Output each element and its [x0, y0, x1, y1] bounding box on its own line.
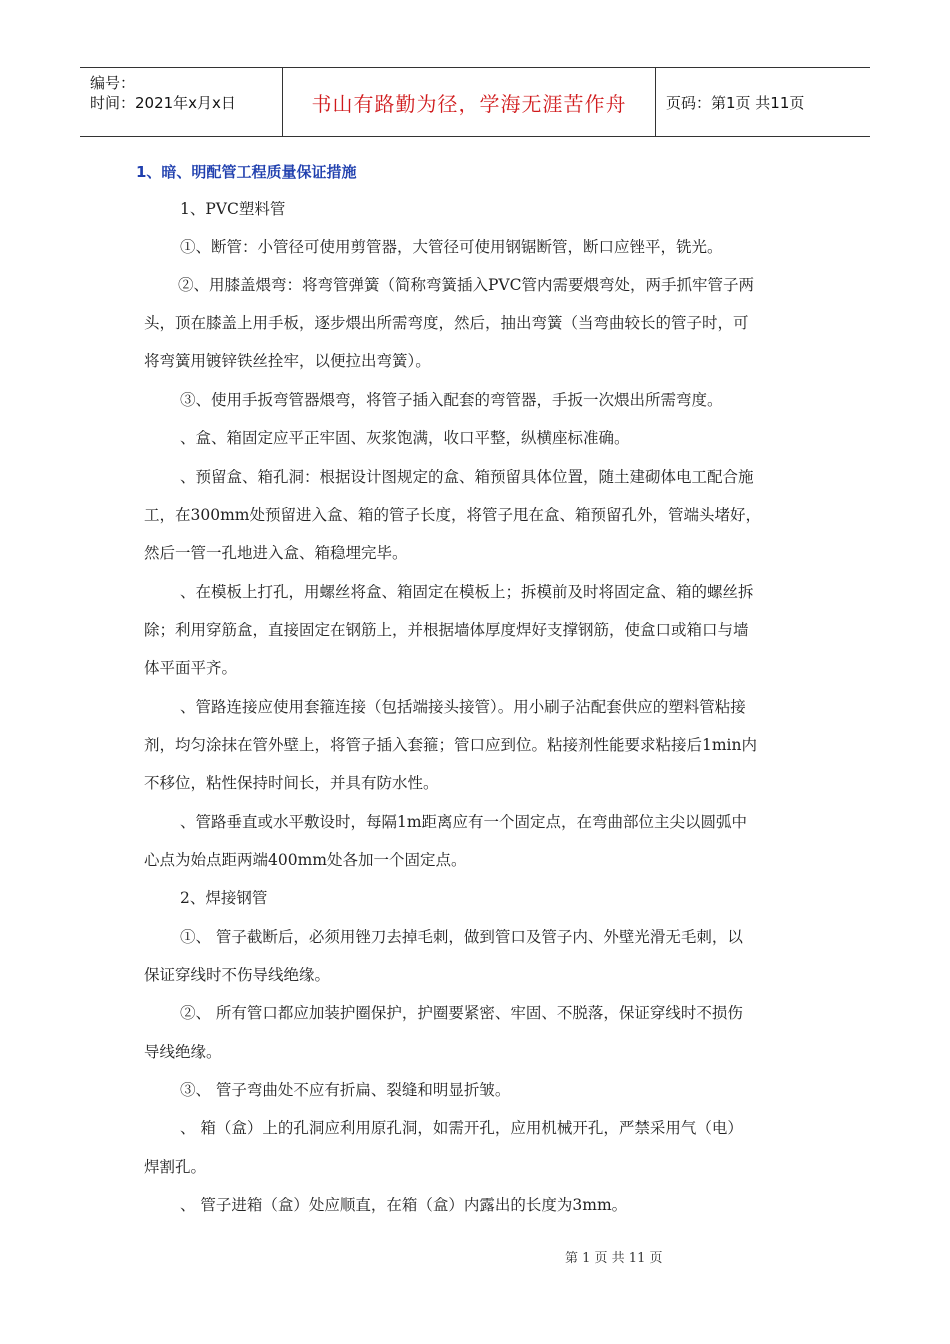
serial-label: 编号：: [90, 74, 136, 92]
paragraph-line: 、管路垂直或水平敷设时，每隔1m距离应有一个固定点，在弯曲部位主尖以圆弧中: [180, 813, 748, 831]
paragraph-line: 、预留盒、箱孔洞：根据设计图规定的盒、箱预留具体位置，随土建砌体电工配合施: [180, 468, 754, 486]
paragraph-line: 然后一管一孔地进入盒、箱稳埋完毕。: [144, 544, 408, 562]
section-title: 1、暗、明配管工程质量保证措施: [136, 163, 357, 181]
header-table: [80, 67, 870, 137]
paragraph-line: 、 箱（盒）上的孔洞应利用原孔洞，如需开孔，应用机械开孔，严禁采用气（电）: [180, 1119, 743, 1137]
paragraph-line: ②、 所有管口都应加装护圈保护，护圈要紧密、牢固、不脱落，保证穿线时不损伤: [180, 1004, 743, 1022]
paragraph-line: 焊割孔。: [144, 1158, 207, 1176]
page-footer: 第 1 页 共 11 页: [565, 1251, 663, 1266]
motto: 书山有路勤为径，学海无涯苦作舟: [282, 68, 656, 136]
subheading-pvc: 1、PVC塑料管: [180, 200, 286, 218]
paragraph-line: 将弯簧用镀锌铁丝拴牢，以便拉出弯簧）。: [144, 352, 431, 370]
paragraph-line: ①、 管子截断后，必须用锉刀去掉毛刺，做到管口及管子内、外壁光滑无毛刺，以: [180, 928, 743, 946]
subheading-steel: 2、焊接钢管: [180, 889, 268, 907]
paragraph-line: 、盒、箱固定应平正牢固、灰浆饱满，收口平整，纵横座标准确。: [180, 429, 630, 447]
paragraph-line: 除；利用穿筋盒，直接固定在钢筋上，并根据墙体厚度焊好支撑钢筋，使盒口或箱口与墙: [144, 621, 749, 639]
paragraph-line: 、管路连接应使用套箍连接（包括端接头接管）。用小刷子沾配套供应的塑料管粘接: [180, 698, 746, 716]
paragraph-line: ③、使用手扳弯管器煨弯，将管子插入配套的弯管器，手扳一次煨出所需弯度。: [180, 391, 723, 409]
paragraph-line: 导线绝缘。: [144, 1043, 222, 1061]
paragraph-line: 保证穿线时不伤导线绝缘。: [144, 966, 331, 984]
paragraph-line: ①、断管：小管径可使用剪管器，大管径可使用钢锯断管，断口应锉平，铣光。: [180, 238, 723, 256]
paragraph-line: ②、用膝盖煨弯：将弯管弹簧（简称弯簧插入PVC管内需要煨弯处，两手抓牢管子两: [178, 276, 754, 294]
paragraph-line: 体平面平齐。: [144, 659, 238, 677]
paragraph-line: 不移位，粘性保持时间长，并具有防水性。: [144, 774, 439, 792]
paragraph-line: 心点为始点距两端400mm处各加一个固定点。: [144, 851, 467, 869]
page-info: 页码：第1页 共11页: [666, 93, 805, 112]
time-label: 时间：2021年x月x日: [90, 94, 236, 112]
paragraph-line: ③、 管子弯曲处不应有折扁、裂缝和明显折皱。: [180, 1081, 511, 1099]
header-left-cell: [80, 68, 280, 136]
paragraph-line: 、 管子进箱（盒）处应顺直，在箱（盒）内露出的长度为3mm。: [180, 1196, 628, 1214]
paragraph-line: 工，在300mm处预留进入盒、箱的管子长度，将管子甩在盒、箱预留孔外，管端头堵好，: [144, 506, 761, 524]
paragraph-line: 头，顶在膝盖上用手板，逐步煨出所需弯度，然后，抽出弯簧（当弯曲较长的管子时，可: [144, 314, 749, 332]
paragraph-line: 剂，均匀涂抹在管外壁上，将管子插入套箍；管口应到位。粘接剂性能要求粘接后1min内: [144, 736, 758, 754]
paragraph-line: 、在模板上打孔，用螺丝将盒、箱固定在模板上；拆模前及时将固定盒、箱的螺丝拆: [180, 583, 754, 601]
